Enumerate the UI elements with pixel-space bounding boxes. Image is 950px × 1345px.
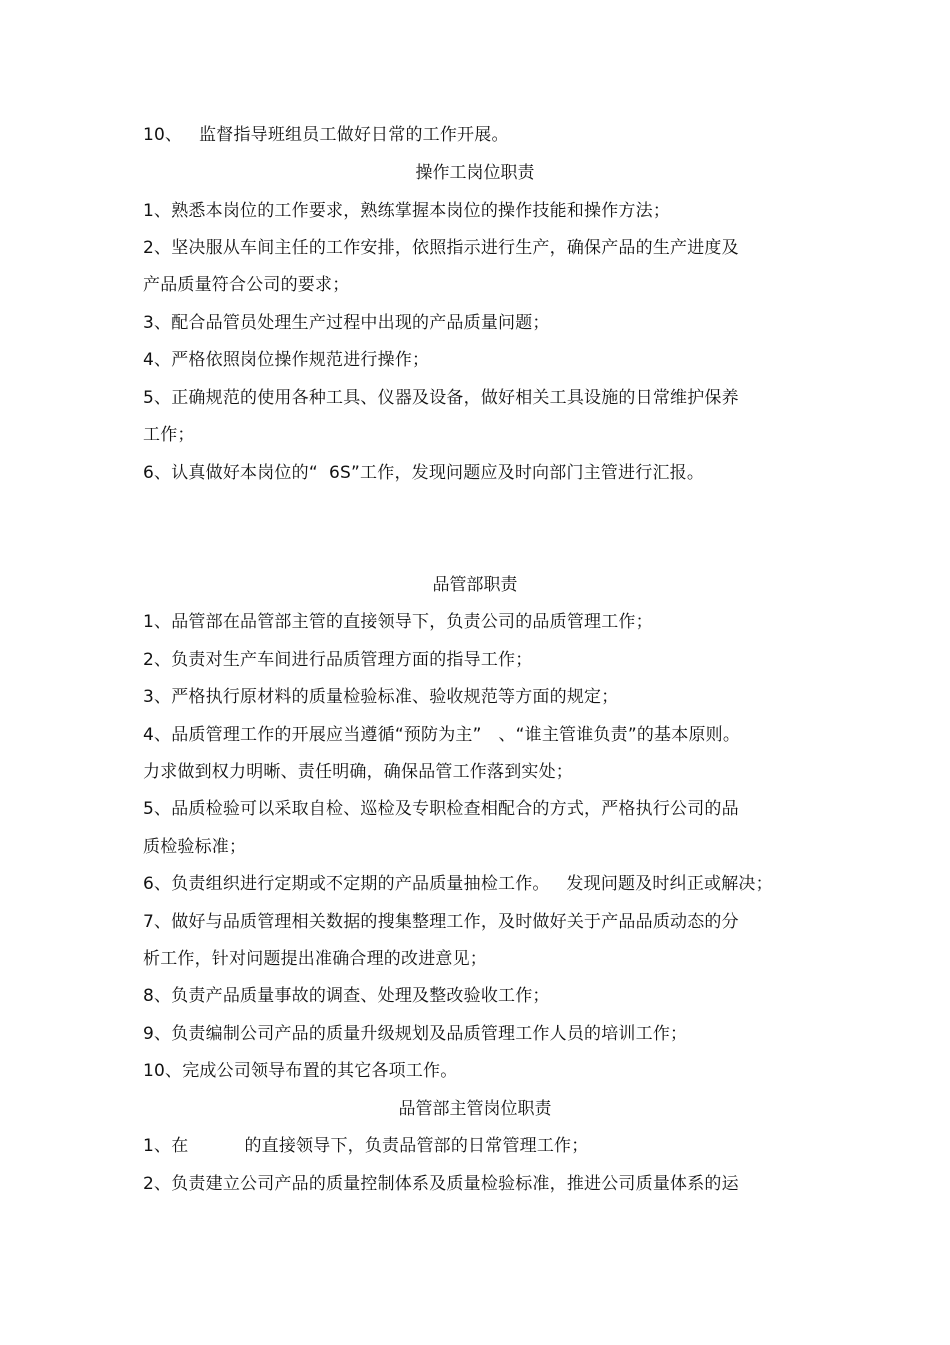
operator-duty-line: 产品质量符合公司的要求；: [143, 275, 350, 295]
section-heading-qc-department: 品管部职责: [432, 575, 518, 595]
qc-duty-line: 析工作，针对问题提出准确合理的改进意见；: [143, 949, 487, 969]
section-heading-operator-duties: 操作工岗位职责: [415, 163, 535, 183]
qc-duty-line: 4、品质管理工作的开展应当遵循“预防为主” 、“谁主管谁负责”的基本原则。: [143, 725, 741, 745]
operator-duty-line: 4、严格依照岗位操作规范进行操作；: [143, 350, 430, 370]
qc-duty-line: 质检验标准；: [143, 837, 247, 857]
operator-duty-line: 3、配合品管员处理生产过程中出现的产品质量问题；: [143, 313, 550, 333]
top-item-line: 10、 监督指导班组员工做好日常的工作开展。: [143, 125, 509, 145]
operator-duty-line: 1、熟悉本岗位的工作要求，熟练掌握本岗位的操作技能和操作方法；: [143, 201, 671, 221]
qc-duty-line: 2、负责对生产车间进行品质管理方面的指导工作；: [143, 650, 533, 670]
qc-duty-line: 9、负责编制公司产品的质量升级规划及品质管理工作人员的培训工作；: [143, 1024, 688, 1044]
qc-manager-duty-line: 1、在 的直接领导下，负责品管部的日常管理工作；: [143, 1136, 589, 1156]
qc-duty-line: 6、负责组织进行定期或不定期的产品质量抽检工作。 发现问题及时纠正或解决；: [143, 874, 773, 894]
qc-duty-line: 5、品质检验可以采取自检、巡检及专职检查相配合的方式，严格执行公司的品: [143, 799, 739, 819]
operator-duty-line: 6、认真做好本岗位的“ 6S”工作，发现问题应及时向部门主管进行汇报。: [143, 463, 705, 483]
section-heading-qc-manager-duties: 品管部主管岗位职责: [398, 1099, 552, 1119]
qc-duty-line: 力求做到权力明晰、责任明确，确保品管工作落到实处；: [143, 762, 573, 782]
qc-duty-line: 7、做好与品质管理相关数据的搜集整理工作，及时做好关于产品品质动态的分: [143, 912, 739, 932]
operator-duty-line: 2、坚决服从车间主任的工作安排，依照指示进行生产，确保产品的生产进度及: [143, 238, 739, 258]
qc-manager-duty-line: 2、负责建立公司产品的质量控制体系及质量检验标准，推进公司质量体系的运: [143, 1174, 739, 1194]
qc-duty-line: 1、品管部在品管部主管的直接领导下，负责公司的品质管理工作；: [143, 612, 653, 632]
qc-duty-line: 10、完成公司领导布置的其它各项工作。: [143, 1061, 458, 1081]
qc-duty-line: 3、严格执行原材料的质量检验标准、验收规范等方面的规定；: [143, 687, 619, 707]
qc-duty-line: 8、负责产品质量事故的调查、处理及整改验收工作；: [143, 986, 550, 1006]
operator-duty-line: 5、正确规范的使用各种工具、仪器及设备，做好相关工具设施的日常维护保养: [143, 388, 739, 408]
operator-duty-line: 工作；: [143, 425, 195, 445]
